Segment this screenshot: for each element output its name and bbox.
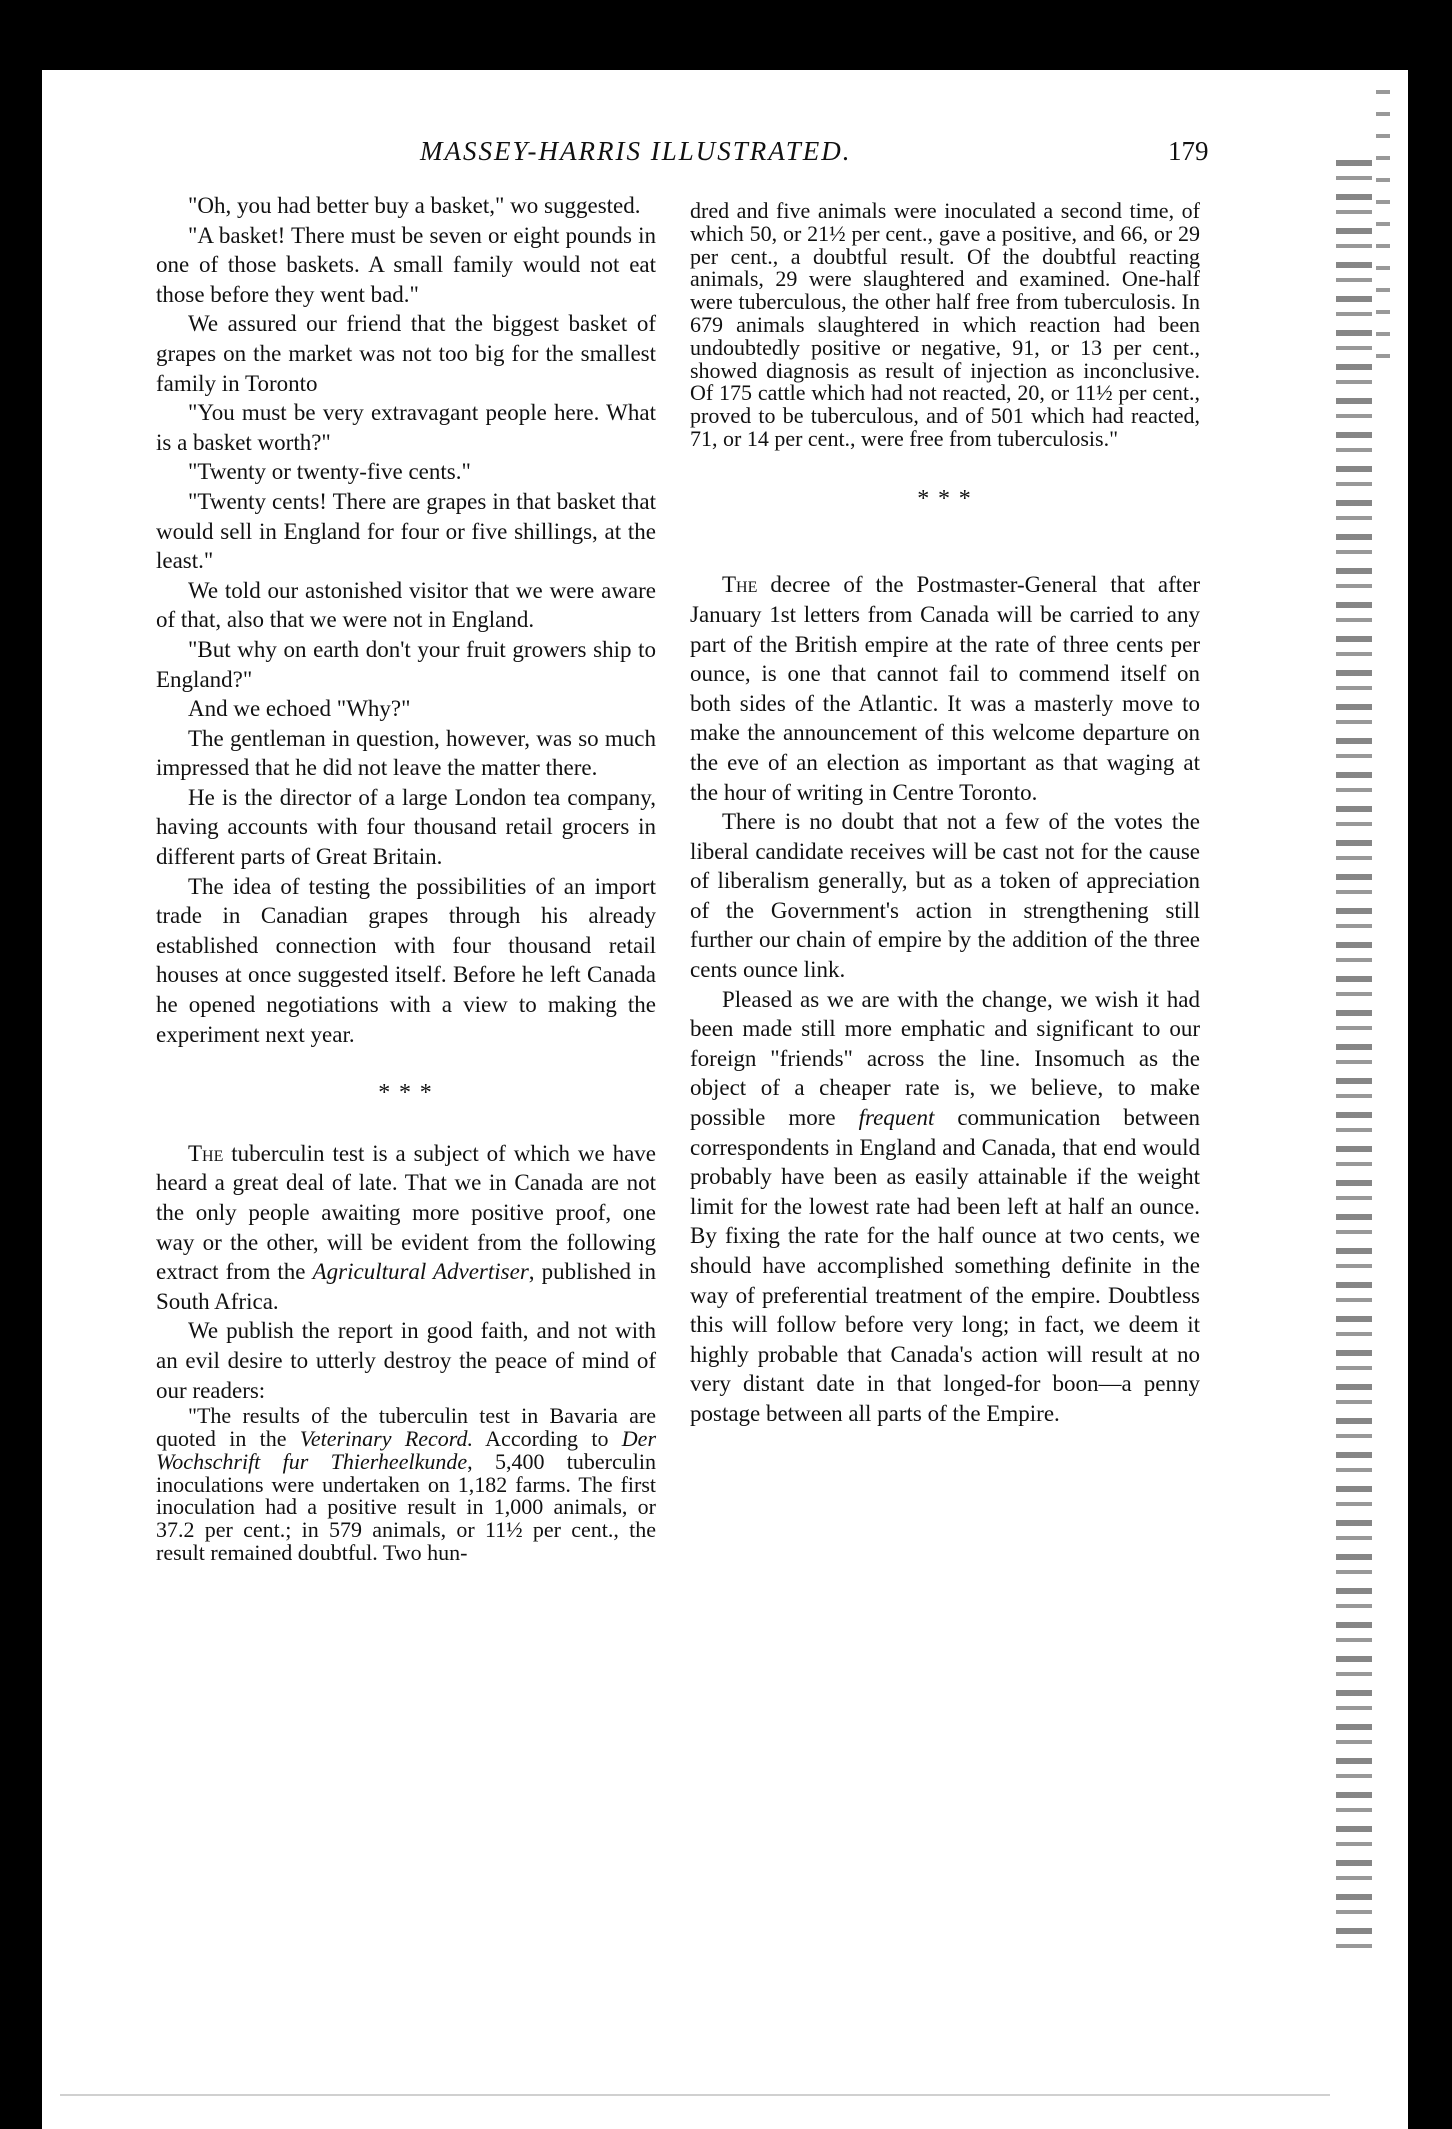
section-asterism: * * * [378, 1080, 434, 1107]
text-run: communication between correspondents in England and Canada, that end would probably have been as easily attainable if the weight limit for the lowest rate had been left at half an ounce. By fixing the rate for the half ounce at two cents, we should have accomplished something definite in the way of preferential treatment of the empire. Doubtless this will follow before very long; in fact, we deem it highly probable that Canada's action will result at no very distant date in that longed-for boon—a penny postage between all parts of the Empire. [690, 1105, 1201, 1426]
paragraph: "A basket! There must be seven or eight pounds in one of those baskets. A small family would not eat those before they went bad." [156, 222, 656, 307]
text-run: Pleased as we are with the change, we wish it had been made still more emphatic and significant to our foreign "friends" across the line. Insomuch as the object of a cheaper rate is, we believe, to make possible more [690, 986, 1200, 1131]
paragraph: He is the director of a large London tea company, having accounts with four thousand retail grocers in different parts of Great Britain. [156, 784, 656, 870]
text-run: , published in South Africa. [156, 1259, 656, 1314]
page-edge-specks [1376, 90, 1390, 370]
paragraph: "You must be very extravagant people here. What is a basket worth?" [156, 400, 656, 455]
page-edge-artifact [1336, 160, 1372, 1960]
quoted-paragraph: dred and five animals were inoculated a second time, of which 50, or 21½ per cent., gave a positive, and 66, or 29 per cent., a doubtful result. Of the doubtful reacting animals, 29 were slaughtered and examined. One-half were tuberculous, the other half free from tuberculosis. In 679 animals slaughtered in which reaction had been undoubtedly positive or negative, 91, or 13 per cent., showed diagnosis as result of injection as inconclusive. Of 175 cattle which had not reacted, 20, or 11½ per cent., proved to be tuberculous, and of 501 which had reacted, 71, or 14 per cent., were free from tuberculosis." [690, 198, 1200, 451]
right-column [690, 200, 1200, 1429]
paragraph: "Twenty cents! There are grapes in that basket that would sell in England for four or five shillings, at the least." [156, 488, 656, 574]
paragraph: The idea of testing the possibilities of an import trade in Canadian grapes through his already established connection with four thousand retail houses at once suggested itself. Before he left Canada he opened negotiations with a view to making the experiment next year. [156, 873, 656, 1047]
lead-word: The [722, 572, 758, 598]
scan-border-right [1408, 0, 1452, 2129]
quoted-paragraph [156, 1405, 656, 1565]
lead-word: The [188, 1140, 224, 1166]
paragraph: "Twenty or twenty-five cents." [188, 459, 471, 485]
paragraph [156, 1139, 656, 1317]
paragraph: And we echoed "Why?" [188, 696, 411, 722]
paragraph: We publish the report in good faith, and not with an evil desire to utterly destroy the peace of mind of our readers: [156, 1318, 656, 1403]
text-run: According to [485, 1425, 609, 1451]
page-number: 179 [1168, 136, 1209, 166]
scan-border-left [0, 0, 42, 2129]
section-asterism: * * * [917, 485, 973, 512]
paragraph [690, 570, 1200, 807]
text-run: decree of the Postmaster-General that after January 1st letters from Canada will be carried to any part of the British empire at the rate of three cents per ounce, is one that cannot fail to commend itself on both sides of the Atlantic. It was a masterly move to make the announcement of this welcome departure on the eve of an election as important as that waging at the hour of writing in Centre Toronto. [690, 572, 1200, 805]
publication-title: Der Wochschrift fur Thierheelkunde [156, 1425, 657, 1474]
paragraph: "But why on earth don't your fruit growers ship to England?" [156, 636, 656, 692]
publication-title: Veterinary Record. [299, 1425, 474, 1451]
text-run: "The results of the tuberculin test in Bavaria are quoted in the [156, 1403, 656, 1451]
publication-title: Agricultural Advertiser [312, 1259, 529, 1285]
emphasis: frequent [858, 1105, 935, 1131]
page-bottom-edge [60, 2094, 1330, 2096]
paragraph: We assured our friend that the biggest basket of grapes on the market was not too big for the smallest family in Toronto [156, 311, 656, 396]
paragraph: There is no doubt that not a few of the votes the liberal candidate receives will be cast not for the cause of liberalism generally, but as a token of appreciation of the Government's action in strengthening still further our chain of empire by the addition of the three cents ounce link. [690, 809, 1200, 983]
paragraph: We told our astonished visitor that we were aware of that, also that we were not in England. [156, 577, 656, 633]
paragraph: "Oh, you had better buy a basket," wo suggested. [188, 193, 641, 218]
paragraph [690, 985, 1200, 1429]
paragraph: The gentleman in question, however, was so much impressed that he did not leave the matter there. [156, 725, 656, 781]
text-run: , 5,400 tuberculin inoculations were undertaken on 1,182 farms. The first inoculation had a positive result in 1,000 animals, or 37.2 per cent.; in 579 animals, or 11½ per cent., the result remained doubtful. Two hun- [156, 1448, 656, 1565]
running-title: MASSEY-HARRIS ILLUSTRATED. [420, 136, 852, 166]
left-column [156, 191, 656, 1565]
scan-border-top [0, 0, 1452, 70]
text-run: tuberculin test is a subject of which we have heard a great deal of late. That we in Canada are not the only people awaiting more positive proof, one way or the other, will be evident from the following extract from the [156, 1140, 656, 1285]
